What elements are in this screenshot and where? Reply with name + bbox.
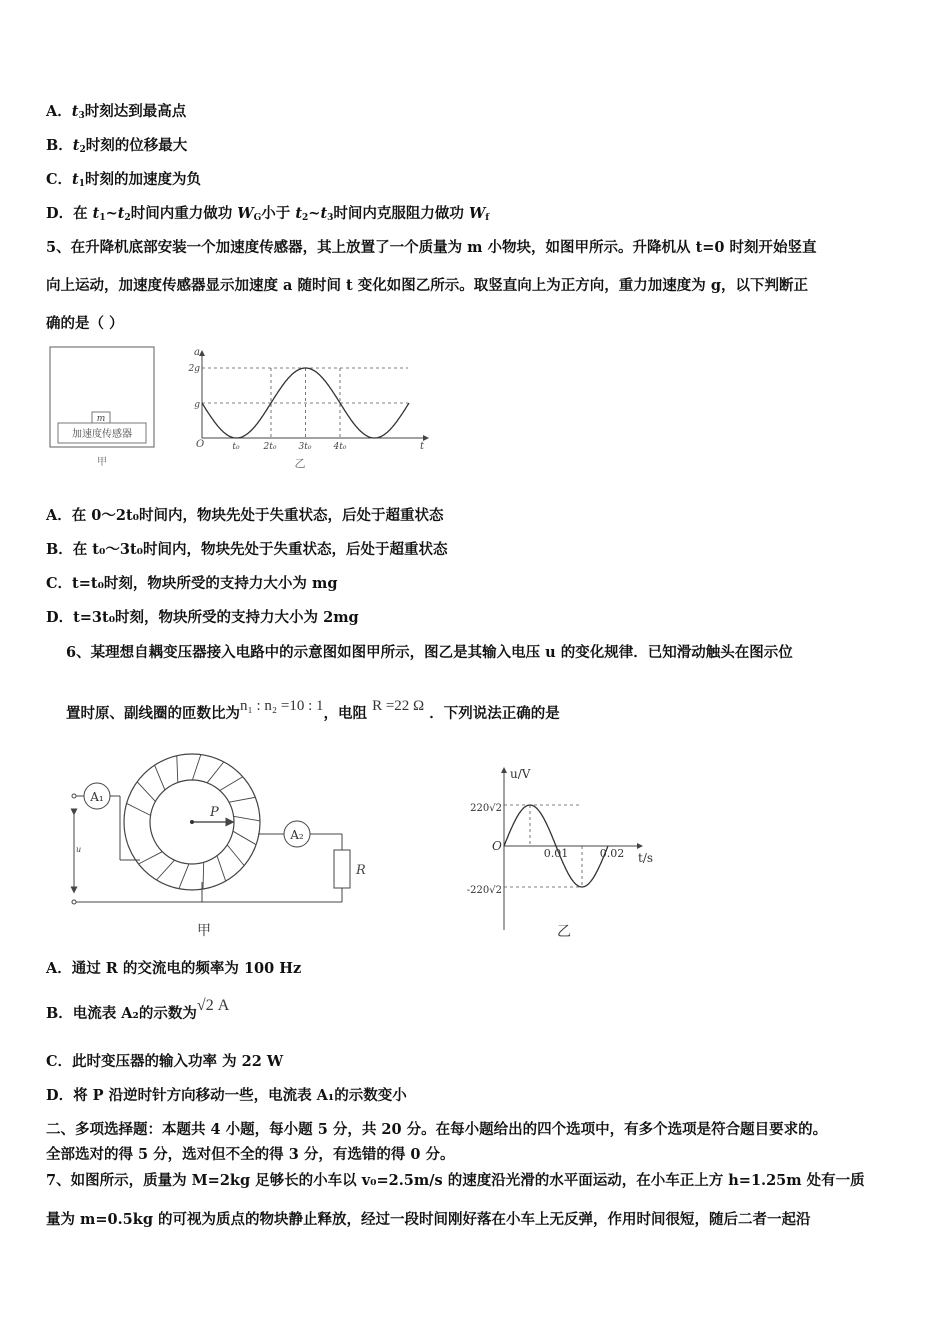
x-tick-002: 0.02 xyxy=(599,847,625,860)
coil-turn xyxy=(217,856,226,881)
q5-figure-jia xyxy=(48,345,158,470)
x-label: t/s xyxy=(638,851,654,865)
coil-turn xyxy=(227,845,244,866)
input-terminal-top xyxy=(72,794,76,798)
coil-turn xyxy=(192,755,200,780)
input-u-label: u xyxy=(76,845,82,854)
input-terminal-bottom xyxy=(72,900,76,904)
q6-figure-jia xyxy=(62,752,382,942)
q4-option-d: D．在 $t_1\sim t_2$时间内重力做功 $W_G$小于 $t_2\sim t_3$时间内克服阻力做功 $W_f$ xyxy=(46,205,490,223)
q6-option-c: C．此时变压器的输入功率 为 22 W xyxy=(46,1053,284,1070)
q5-stem-line-2: 向上运动，加速度传感器显示加速度 a 随时间 t 变化如图乙所示。取竖直向上为正方向，重力加速度为 g，以下判断正 xyxy=(46,277,808,294)
x-tick-2t0: 2t₀ xyxy=(263,442,277,452)
q5-option-a: A．在 0～2t₀时间内，物块先处于失重状态，后处于超重状态 xyxy=(46,507,444,524)
q6-stem-line-2: 置时原、副线圈的匝数比为n₁ : n₂ =10 : 1，电阻 R =22 Ω ．下列说法正确的是 xyxy=(66,698,560,722)
origin-label: O xyxy=(492,839,502,853)
coil-turn xyxy=(207,762,224,783)
coil-turn xyxy=(234,816,260,821)
sensor-label: 加速度传感器 xyxy=(72,429,132,440)
slider-p-label: P xyxy=(210,805,219,820)
section2-heading-line-2: 全部选对的得 5 分，选对但不全的得 3 分，有选错的得 0 分。 xyxy=(46,1146,455,1163)
q5-figure-yi xyxy=(188,343,438,473)
y-label: u/V xyxy=(510,767,531,781)
coil-turn xyxy=(203,862,204,889)
q5-stem-line-1: 5、在升降机底部安装一个加速度传感器，其上放置了一个质量为 m 小物块，如图甲所示。升降机从 t=0 时刻开始竖直 xyxy=(46,239,817,256)
q4-option-a: A．$t_3$时刻达到最高点 xyxy=(46,103,187,121)
q5-option-d: D．t=3t₀时刻，物块所受的支持力大小为 2mg xyxy=(46,609,359,626)
q7-stem-line-1: 7、如图所示，质量为 M=2kg 足够长的小车以 v₀=2.5m/s 的速度沿光滑的水平面运动，在小车正上方 h=1.25m 处有一质 xyxy=(46,1172,865,1189)
q6-option-d: D．将 P 沿逆时针方向移动一些，电流表 A₁的示数变小 xyxy=(46,1087,407,1104)
resistor-r xyxy=(334,850,350,888)
resistor-label: R xyxy=(356,863,366,878)
coil-turn xyxy=(220,777,243,791)
caption-yi: 乙 xyxy=(294,457,306,470)
coil-turn xyxy=(177,756,178,783)
q6-option-a: A．通过 R 的交流电的频率为 100 Hz xyxy=(46,960,302,977)
y-label: a xyxy=(194,347,200,358)
q4-option-c: C．$t_1$时刻的加速度为负 xyxy=(46,171,202,189)
svg-text:A₁: A₁ xyxy=(90,790,104,804)
coil-turn xyxy=(139,852,163,864)
coil-turn xyxy=(137,782,155,802)
coil-turn xyxy=(155,765,165,790)
svg-text:A₂: A₂ xyxy=(290,828,304,842)
q5-option-c: C．t=t₀时刻，物块所受的支持力大小为 mg xyxy=(46,575,338,592)
caption-jia: 甲 xyxy=(97,457,107,468)
q6-figure-yi xyxy=(452,760,672,945)
y-min-label: -220√2 xyxy=(466,885,502,896)
q5-option-b: B．在 t₀～3t₀时间内，物块先处于失重状态，后处于超重状态 xyxy=(46,541,448,558)
turns-ratio-formula: n₁ : n₂ =10 : 1 xyxy=(240,698,324,714)
q7-stem-line-2: 量为 m=0.5kg 的可视为质点的物块静止释放，经过一段时间刚好落在小车上无反弹，作用时间很短，随后二者一起沿 xyxy=(46,1211,811,1228)
q5-stem-line-3: 确的是（ ） xyxy=(46,315,124,332)
coil-turn xyxy=(127,803,151,815)
y-max-label: 220√2 xyxy=(470,803,502,814)
coil-turn xyxy=(157,860,175,880)
origin-label: O xyxy=(196,439,205,450)
section2-heading-line-1: 二、多项选择题：本题共 4 小题，每小题 5 分，共 20 分。在每小题给出的四个选项中，有多个选项是符合题目要求的。 xyxy=(46,1121,828,1138)
x-tick-3t0: 3t₀ xyxy=(298,442,312,452)
q4-option-b: B．$t_2$时刻的位移最大 xyxy=(46,137,188,155)
q6-stem-line-1: 6、某理想自耦变压器接入电路中的示意图如图甲所示，图乙是其输入电压 u 的变化规律．已知滑动触头在图示位 xyxy=(66,644,793,661)
x-tick-001: 0.01 xyxy=(543,847,569,860)
x-label: t xyxy=(420,441,425,452)
current-value-formula: √2 A xyxy=(196,997,230,1014)
y-tick-2g: 2g xyxy=(188,364,200,374)
caption-yi: 乙 xyxy=(557,924,571,940)
x-tick-t0: t₀ xyxy=(232,442,240,452)
x-tick-4t0: 4t₀ xyxy=(333,442,347,452)
coil-turn xyxy=(179,864,189,889)
coil-turn xyxy=(229,797,255,802)
resistance-formula: R =22 Ω xyxy=(372,698,425,714)
y-tick-g: g xyxy=(194,400,200,410)
q6-option-b: B．电流表 A₂的示数为√2 A xyxy=(46,997,230,1022)
mass-label: m xyxy=(96,414,106,424)
caption-jia: 甲 xyxy=(197,923,211,939)
coil-turn xyxy=(233,831,256,845)
